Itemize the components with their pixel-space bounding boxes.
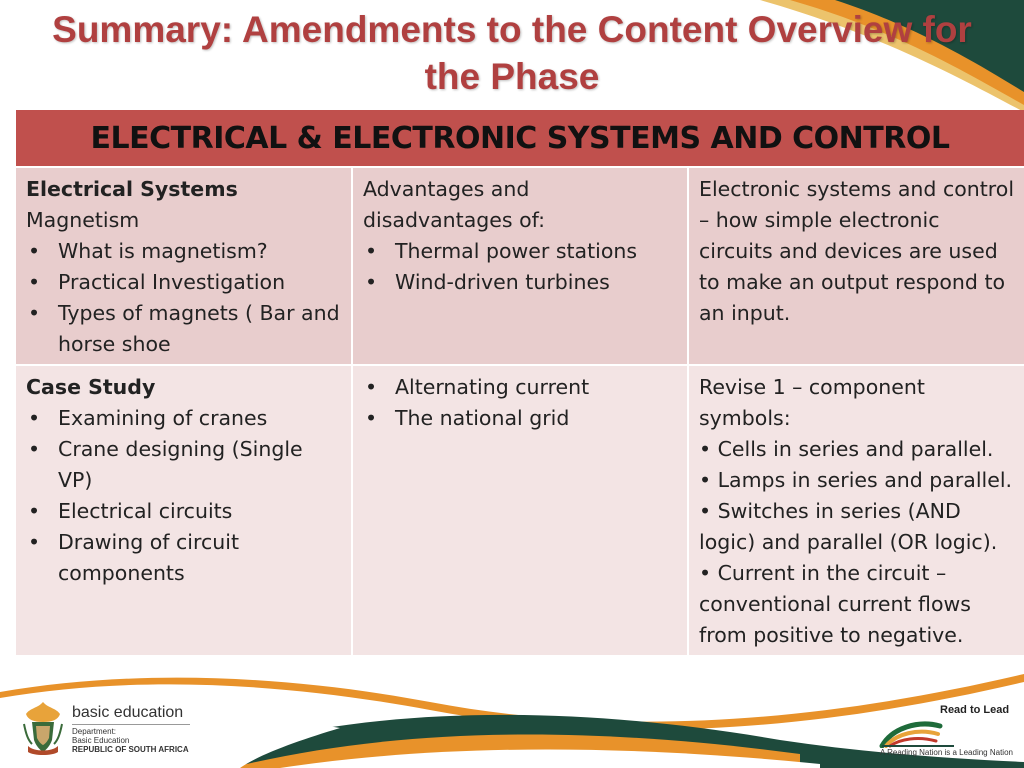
logo-department (72, 727, 129, 745)
cell-component-symbols (688, 365, 1024, 656)
basic-education-logo (20, 700, 200, 760)
cell-heading: Electrical Systems (26, 177, 238, 201)
cell-advantages (352, 167, 688, 365)
list-item: • The national grid (363, 403, 679, 434)
list-item: • Electrical circuits (26, 496, 343, 527)
list-item: • Wind-driven turbines (363, 267, 679, 298)
cell-text: Electronic systems and control – how simple electronic circuits and devices are used to make an output respond to an input. (699, 177, 1015, 325)
logo-dept-line: Department: (72, 727, 117, 736)
list-item: • Cells in series and parallel. (699, 437, 994, 461)
logo-title: Read to Lead (940, 704, 1010, 716)
list-item: • Drawing of circuit components (26, 527, 343, 589)
table-row (16, 167, 1024, 365)
list-item: • What is magnetism? (26, 236, 343, 267)
list-item: • Examining of cranes (26, 403, 343, 434)
list-item: • Alternating current (363, 372, 679, 403)
logo-dept-line: Basic Education (72, 736, 130, 745)
logo-country: REPUBLIC OF SOUTH AFRICA (72, 745, 189, 754)
cell-electrical-systems (16, 167, 352, 365)
list-item: • Types of magnets ( Bar and horse shoe (26, 298, 343, 360)
page-title (0, 6, 1024, 100)
cell-subheading: Magnetism (26, 208, 140, 232)
coat-of-arms-icon (22, 700, 64, 756)
title-line-1: Summary: Amendments to the Content Overview for (52, 9, 972, 50)
table-row (16, 365, 1024, 656)
list-item: • Current in the circuit – conventional current flows from positive to negative. (699, 561, 971, 647)
cell-case-study (16, 365, 352, 656)
bullet-list (26, 403, 343, 589)
cell-electronic-systems (688, 167, 1024, 365)
cell-intro: Revise 1 – component symbols: (699, 375, 925, 430)
list-item: • Switches in series (AND logic) and parallel (OR logic). (699, 499, 998, 554)
content-table (16, 110, 1024, 657)
logo-divider (72, 724, 190, 725)
cell-intro: disadvantages of: (363, 208, 546, 232)
title-line-2: the Phase (424, 56, 600, 97)
cell-current (352, 365, 688, 656)
table-header: ELECTRICAL & ELECTRONIC SYSTEMS AND CONTROL (16, 110, 1024, 167)
logo-name: basic education (72, 704, 184, 721)
list-item: • Practical Investigation (26, 267, 343, 298)
read-to-lead-logo (872, 702, 1012, 764)
bullet-list (363, 372, 679, 434)
list-item: • Thermal power stations (363, 236, 679, 267)
bullet-list (26, 236, 343, 360)
logo-tagline: A Reading Nation is a Leading Nation (880, 748, 1013, 757)
bullet-list (363, 236, 679, 298)
list-item: • Lamps in series and parallel. (699, 468, 1013, 492)
cell-intro: Advantages and (363, 177, 530, 201)
list-item: • Crane designing (Single VP) (26, 434, 343, 496)
cell-heading: Case Study (26, 375, 156, 399)
